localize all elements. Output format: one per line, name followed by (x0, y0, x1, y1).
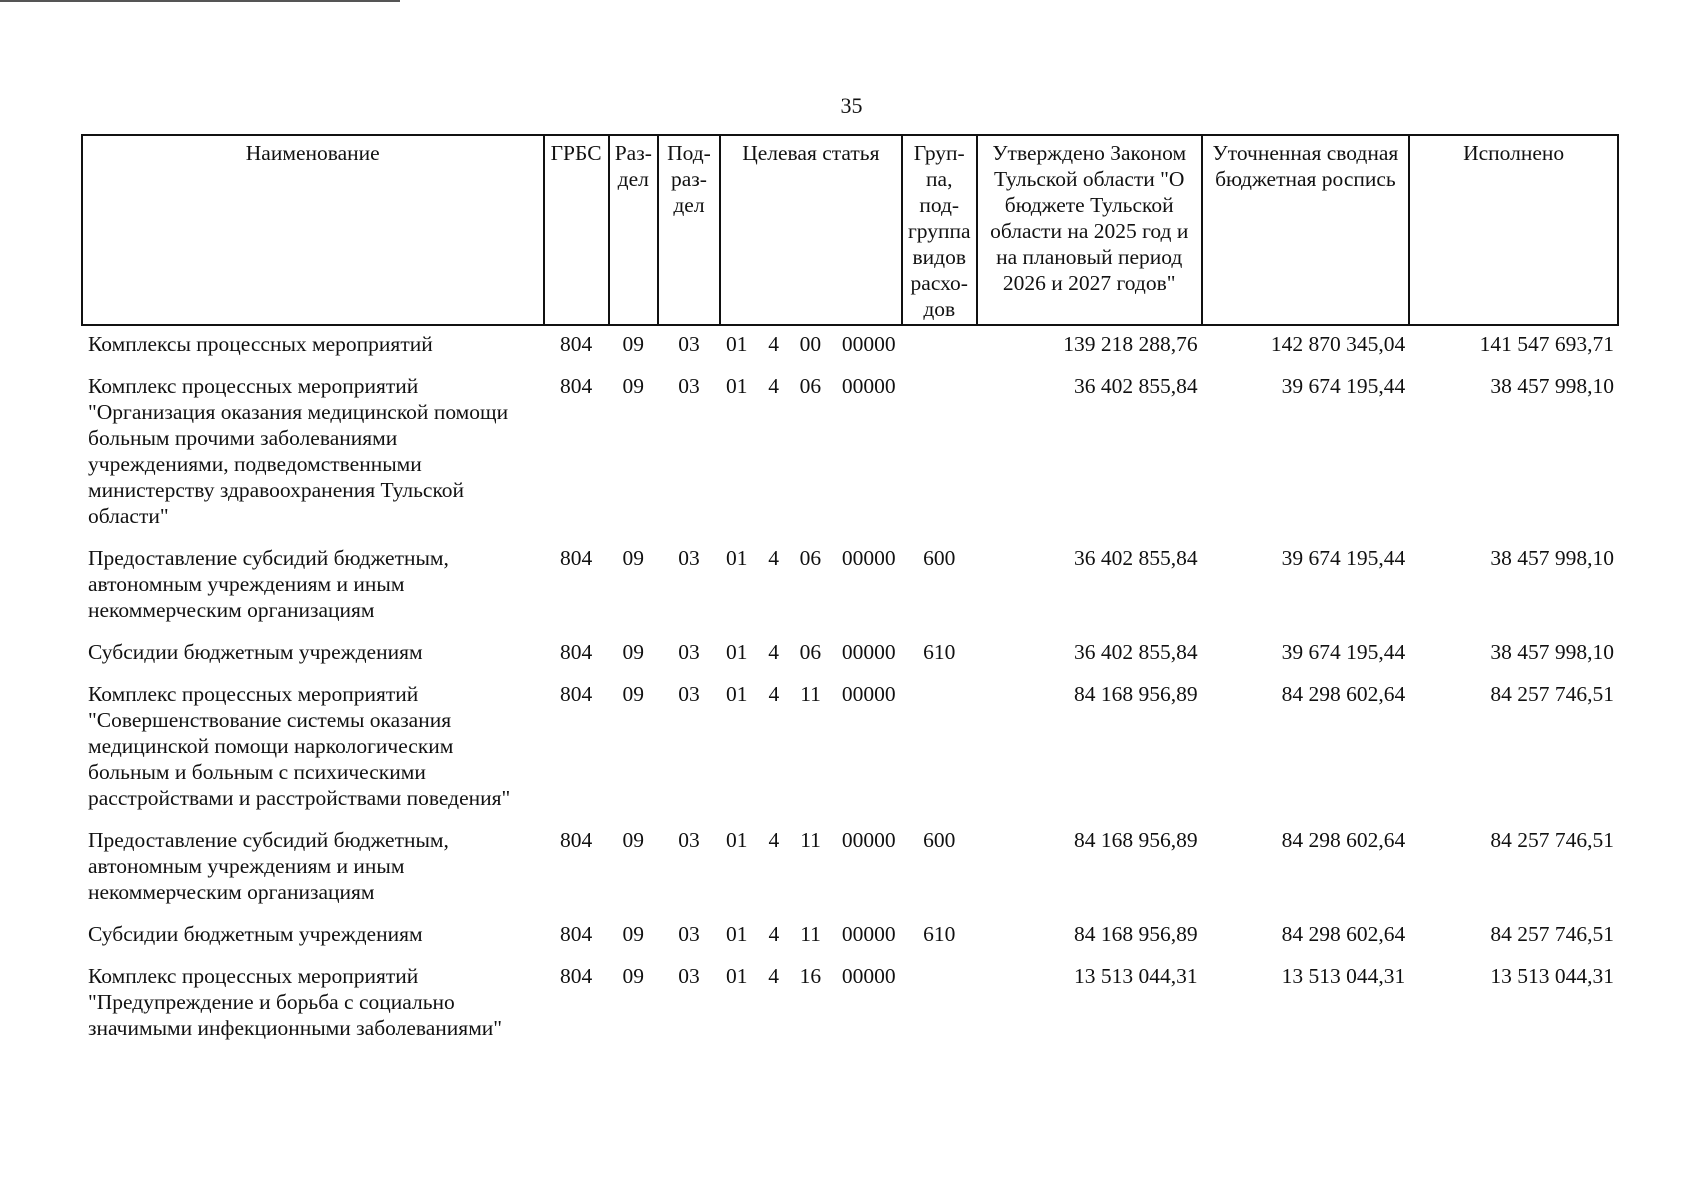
target-article-part: 4 (768, 964, 779, 988)
target-article-code (724, 545, 898, 571)
cell-approved: 84 168 956,89 (1073, 828, 1198, 852)
cell-razdel: 09 (622, 682, 645, 706)
target-article-part: 11 (800, 922, 821, 946)
cell-name: Комплекс процессных мероприятий "Организация оказания медицинской помощи больным прочими заболеваниями учреждениями, подведомственными министерству здравоохранения Тульской области" (88, 374, 509, 528)
header-refined: Уточненная сводная бюджетная роспись (1202, 135, 1410, 325)
cell-podrazdel: 03 (678, 964, 700, 988)
table-header (82, 135, 1618, 325)
target-article-part: 01 (726, 682, 748, 706)
cell-refined: 84 298 602,64 (1281, 922, 1406, 946)
target-article-code (724, 681, 898, 707)
header-name: Наименование (82, 135, 544, 325)
cell-name: Комплексы процессных мероприятий (88, 332, 433, 356)
target-article-part: 00000 (841, 828, 896, 852)
header-approved: Утверждено Законом Тульской области "О бюджете Тульской области на 2025 год и на плановый период 2026 и 2027 годов" (977, 135, 1202, 325)
target-article-part: 01 (726, 964, 748, 988)
cell-podrazdel: 03 (678, 922, 700, 946)
target-article-part: 01 (726, 828, 748, 852)
cell-expense-group: 610 (923, 922, 956, 946)
cell-executed: 38 457 998,10 (1490, 546, 1614, 570)
cell-target-article (720, 917, 902, 959)
cell-expense-group: 600 (923, 546, 956, 570)
target-article-part: 00000 (841, 682, 896, 706)
target-article-part: 4 (768, 374, 779, 398)
cell-executed: 84 257 746,51 (1490, 828, 1614, 852)
cell-target-article (720, 823, 902, 917)
target-article-part: 4 (768, 640, 779, 664)
target-article-part: 00000 (841, 922, 896, 946)
cell-razdel: 09 (622, 374, 645, 398)
cell-executed: 13 513 044,31 (1490, 964, 1614, 988)
cell-approved: 84 168 956,89 (1073, 682, 1198, 706)
cell-name: Предоставление субсидий бюджетным, автономным учреждениям и иным некоммерческим организациям (88, 828, 449, 904)
cell-target-article (720, 635, 902, 677)
target-article-code (724, 827, 898, 853)
cell-name: Предоставление субсидий бюджетным, автономным учреждениям и иным некоммерческим организациям (88, 546, 449, 622)
header-grbs: ГРБС (544, 135, 609, 325)
table-row (82, 917, 1618, 959)
table-row (82, 325, 1618, 369)
cell-approved: 13 513 044,31 (1073, 964, 1198, 988)
cell-name: Субсидии бюджетным учреждениям (88, 922, 423, 946)
cell-grbs: 804 (559, 922, 593, 946)
cell-target-article (720, 541, 902, 635)
target-article-part: 01 (726, 922, 748, 946)
target-article-code (724, 373, 898, 399)
cell-grbs: 804 (559, 332, 593, 356)
target-article-part: 00000 (841, 964, 896, 988)
cell-grbs: 804 (559, 640, 593, 664)
cell-refined: 142 870 345,04 (1270, 332, 1406, 356)
target-article-part: 4 (768, 332, 779, 356)
cell-razdel: 09 (622, 922, 645, 946)
cell-podrazdel: 03 (678, 828, 700, 852)
cell-name: Комплекс процессных мероприятий "Предупреждение и борьба с социально значимыми инфекционными заболеваниями" (88, 964, 503, 1040)
header-razdel: Раз- дел (609, 135, 658, 325)
target-article-part: 00000 (841, 332, 896, 356)
cell-executed: 38 457 998,10 (1490, 374, 1614, 398)
table-row (82, 369, 1618, 541)
target-article-part: 11 (800, 828, 821, 852)
target-article-part: 4 (768, 682, 780, 706)
cell-grbs: 804 (559, 964, 593, 988)
budget-table (81, 134, 1619, 1053)
cell-refined: 84 298 602,64 (1281, 682, 1406, 706)
table-row (82, 541, 1618, 635)
target-article-part: 00000 (841, 546, 896, 570)
header-executed: Исполнено (1409, 135, 1618, 325)
target-article-code (724, 331, 898, 357)
cell-target-article (720, 325, 902, 369)
target-article-part: 06 (799, 640, 822, 664)
cell-podrazdel: 03 (678, 374, 700, 398)
header-podrazdel: Под- раз- дел (658, 135, 720, 325)
cell-grbs: 804 (559, 374, 593, 398)
cell-podrazdel: 03 (678, 332, 700, 356)
cell-executed: 141 547 693,71 (1479, 332, 1614, 356)
cell-razdel: 09 (622, 828, 645, 852)
cell-expense-group (902, 369, 977, 541)
cell-refined: 39 674 195,44 (1281, 640, 1406, 664)
cell-podrazdel: 03 (678, 640, 700, 664)
table-row (82, 635, 1618, 677)
cell-refined: 84 298 602,64 (1281, 828, 1406, 852)
cell-refined: 39 674 195,44 (1281, 374, 1406, 398)
table-body (82, 325, 1618, 1053)
target-article-part: 00000 (841, 640, 896, 664)
cell-approved: 84 168 956,89 (1073, 922, 1198, 946)
target-article-part: 01 (726, 640, 748, 664)
target-article-part: 16 (799, 964, 822, 988)
cell-expense-group (902, 325, 977, 369)
target-article-part: 00000 (841, 374, 896, 398)
page-number: 35 (840, 93, 863, 118)
cell-target-article (720, 959, 902, 1053)
target-article-part: 01 (726, 546, 748, 570)
target-article-code (724, 963, 898, 989)
cell-expense-group: 610 (923, 640, 956, 664)
cell-expense-group: 600 (923, 828, 956, 852)
table-row (82, 677, 1618, 823)
target-article-part: 06 (799, 374, 822, 398)
cell-executed: 38 457 998,10 (1490, 640, 1614, 664)
target-article-part: 00 (799, 332, 822, 356)
cell-grbs: 804 (559, 682, 593, 706)
target-article-part: 01 (726, 332, 748, 356)
table-row (82, 959, 1618, 1053)
target-article-code (724, 921, 898, 947)
cell-podrazdel: 03 (678, 546, 700, 570)
target-article-code (724, 639, 898, 665)
cell-refined: 39 674 195,44 (1281, 546, 1406, 570)
target-article-part: 01 (726, 374, 748, 398)
cell-grbs: 804 (559, 546, 593, 570)
table-row (82, 823, 1618, 917)
cell-refined: 13 513 044,31 (1281, 964, 1406, 988)
cell-approved: 36 402 855,84 (1073, 640, 1198, 664)
cell-target-article (720, 677, 902, 823)
cell-podrazdel: 03 (678, 682, 700, 706)
cell-executed: 84 257 746,51 (1490, 682, 1614, 706)
cell-executed: 84 257 746,51 (1490, 922, 1614, 946)
target-article-part: 11 (800, 682, 821, 706)
cell-razdel: 09 (622, 640, 645, 664)
cell-name: Субсидии бюджетным учреждениям (88, 640, 423, 664)
target-article-part: 4 (768, 828, 780, 852)
cell-approved: 36 402 855,84 (1073, 546, 1198, 570)
cell-expense-group (902, 959, 977, 1053)
target-article-part: 06 (799, 546, 822, 570)
cell-grbs: 804 (559, 828, 593, 852)
cell-approved: 36 402 855,84 (1073, 374, 1198, 398)
header-target-article: Целевая статья (720, 135, 902, 325)
header-expense-group: Груп- па, под- группа видов расхо- дов (902, 135, 977, 325)
cell-razdel: 09 (622, 964, 645, 988)
cell-target-article (720, 369, 902, 541)
cell-name: Комплекс процессных мероприятий "Совершенствование системы оказания медицинской помощи наркологическим больным и больным с психическими расстройствами и расстройствами поведения" (88, 682, 511, 810)
scan-edge-line (0, 0, 400, 2)
target-article-part: 4 (768, 922, 780, 946)
target-article-part: 4 (768, 546, 779, 570)
cell-expense-group (902, 677, 977, 823)
cell-approved: 139 218 288,76 (1063, 332, 1198, 356)
cell-razdel: 09 (622, 546, 645, 570)
cell-razdel: 09 (622, 332, 645, 356)
